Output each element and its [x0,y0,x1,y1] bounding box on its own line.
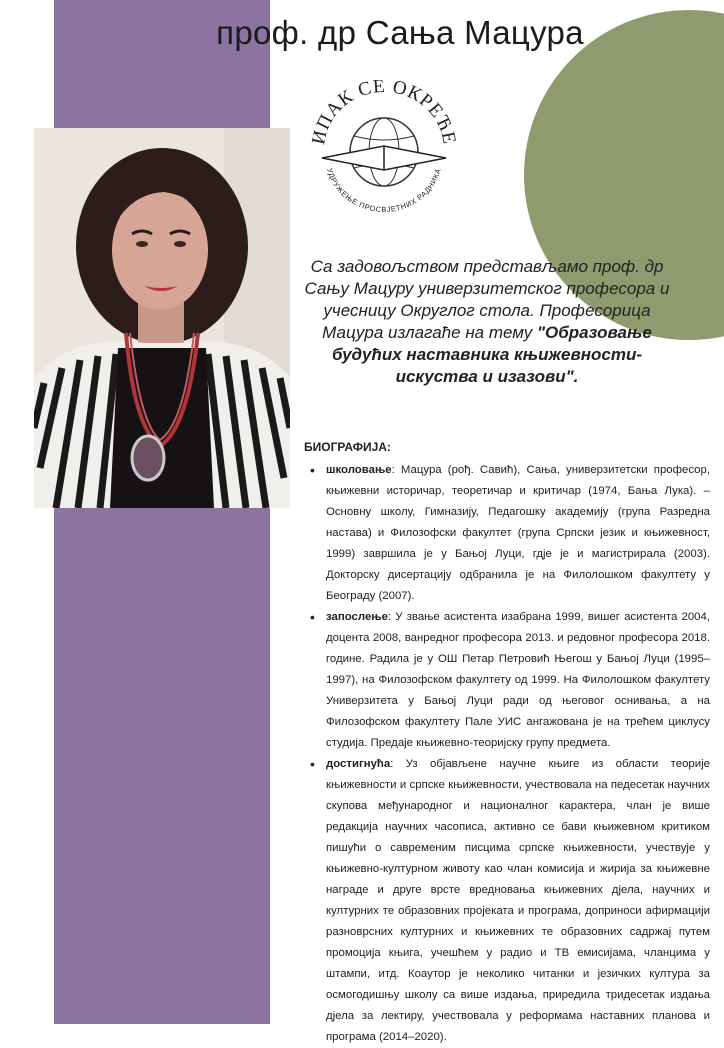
page-title: проф. др Сања Мацура [216,14,584,51]
svg-text:УДРУЖЕЊЕ ПРОСВЈЕТНИХ РАДНИКА [325,167,443,214]
biography-section [304,437,710,1048]
intro-text: Са задовољством представљамо проф. др Сању Мацуру универзитетског професора и учесницу Округлог стола. Професорица Мацура излагаће на тему [304,257,670,342]
bio-item-text: : Мацура (рођ. Савић), Сања, универзитетски професор, књижевни историчар, теоретичар и критичар (1974, Бања Лука). – Основну школу, Гимназију, Педагошку академију (група Разредна настава) и Филозофски факултет (група Српски језик и књижевност, 1999) завршила је у Бањој Луци, гдје је и магистрирала (2003). Докторску дисертацију одбранила је на Филолошком факултету у Београду (2007). [326,464,710,602]
intro-topic: "Образовање будућих наставника књижевности- искуства и изазови". [331,323,652,386]
bio-item-employment [318,607,710,754]
svg-text:ИПАК СЕ ОКРЕЋЕ [308,80,460,146]
bio-item-text: : Уз објављене научне књиге из области теорије књижевности и српске књижевности, учествовала на педесетак научних скупова међународног и националног карактера, члан је више редакција научних часописа, активно се бави књижевном критиком пишући о савременим писцима српске књижевности, учествује у књижевно-културном животу као члан комисија и жирија за књижевне награде и друге врсте вредновања књижевних дјела, научних и културних те образовних пројеката и програма, доприноси афирмацији разноврсних културних и књижевних те образовних садржај путем промоција књига, учешћем у радио и ТВ емисијама, чланцима у штампи, итд. Коаутор је неколико читанки и језичких култура за осмогодишњу школу са више издања, приредила тридесетак издања дјела за лектиру, учествовала у реформама наставних планова и програма (2014–2020). [326,758,710,1043]
bio-item-label: школовање [326,464,392,476]
association-logo [306,80,462,220]
portrait-photo [34,128,290,508]
intro-paragraph [292,256,682,388]
logo-bottom-text: УДРУЖЕЊЕ ПРОСВЈЕТНИХ РАДНИКА [325,167,443,215]
bio-item-achievements [318,754,710,1048]
bio-item-label: достигнућа [326,758,391,770]
logo-top-text: ИПАК СЕ ОКРЕЋЕ [308,80,460,147]
biography-heading: БИОГРАФИЈА: [304,440,391,454]
bio-item-education [318,460,710,607]
bio-item-label: запослење [326,611,388,623]
bio-item-text: : У звање асистента изабрана 1999, вишег асистента 2004, доцента 2008, ванредног професора 2013. и редовног професора 2018. године. Радила је у ОШ Петар Петровић Његош у Бањој Луци (1995–1997), на Филозофском факултету од 1999. На Филолошком факултету Универзитета у Бањој Луци ради од његовог оснивања, а на Филозофском факултету Пале УИС ангажована је на трећем циклусу студија. Предаје књижевно-теоријску групу предмета. [326,611,710,749]
biography-list [304,460,710,1048]
